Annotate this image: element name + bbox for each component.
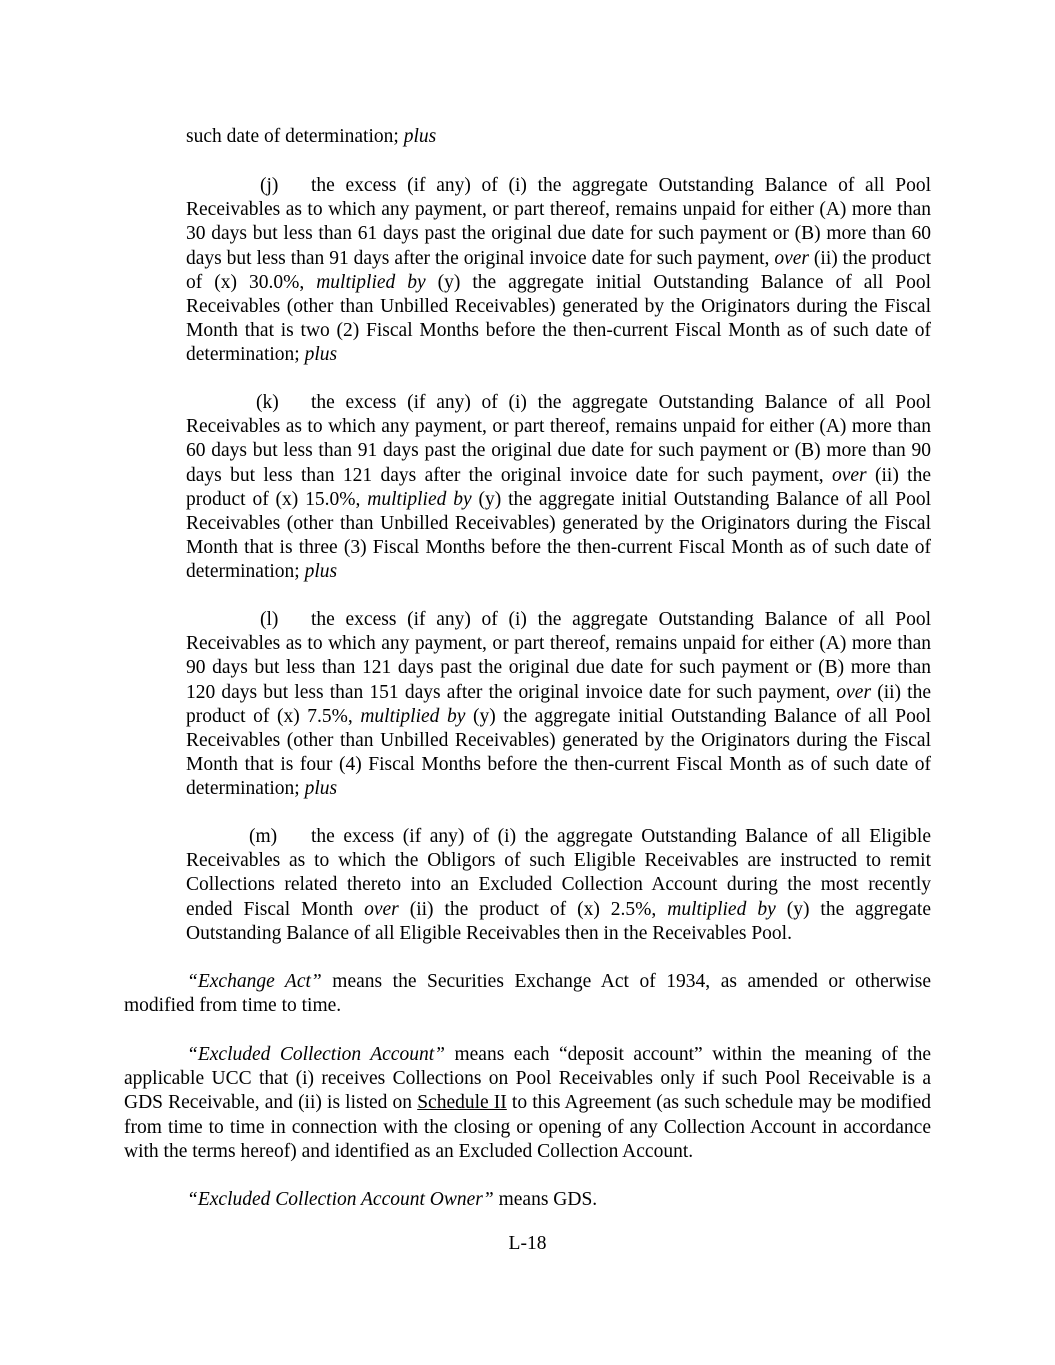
clause-k-text3: (y) the aggregate initial Outstanding Balance of all Pool Receivables (other than Unbilled Receivables) generated by the Originators during the Fiscal Month that is three (3) Fiscal Months before the then-current Fiscal Month as of such date of determination;: [186, 488, 931, 583]
definition-excluded-account-text1: means each “deposit account” within the meaning of the applicable UCC that (i) receives Collections on Pool Receivables only if such Pool Receivable is a GDS Receivable, and (ii) is listed on: [124, 1044, 931, 1114]
clause-k-over: over: [831, 464, 867, 486]
clause-j: [186, 174, 931, 368]
clause-m-text3: (y) the aggregate Outstanding Balance of all Eligible Receivables then in the Receivables Pool.: [186, 898, 932, 944]
clause-l-over: over: [836, 681, 872, 703]
clause-k-plus: plus: [304, 561, 338, 583]
clause-m-label: (m): [249, 826, 278, 847]
clause-j-label: (j): [260, 175, 279, 196]
clause-l-label: (l): [260, 609, 279, 630]
definition-exchange-act-term: “Exchange Act”: [187, 971, 322, 992]
clause-m: [186, 825, 931, 946]
clause-j-text3: (y) the aggregate initial Outstanding Balance of all Pool Receivables (other than Unbilled Receivables) generated by the Originators during the Fiscal Month that is two (2) Fiscal Months before the then-current Fiscal Month as of such date of determination;: [186, 271, 931, 366]
page-number: L-18: [508, 1233, 547, 1254]
clause-l-text3: (y) the aggregate initial Outstanding Balance of all Pool Receivables (other than Unbilled Receivables) generated by the Originators during the Fiscal Month that is four (4) Fiscal Months before the then-current Fiscal Month as of such date of determination;: [186, 705, 931, 800]
definition-excluded-collection-account: [124, 1043, 931, 1164]
clause-l-multiplied: multiplied by: [360, 705, 466, 727]
schedule-ii-reference: Schedule II: [417, 1092, 507, 1114]
definition-excluded-account-text2: to this Agreement (as such schedule may be modified from time to time in connection with the closing or opening of any Collection Account in accordance with the terms hereof) and identified as an Excluded Collection Account.: [124, 1092, 931, 1162]
intro-text: such date of determination;: [186, 126, 404, 147]
clause-k-multiplied: multiplied by: [367, 488, 472, 510]
clause-l: [186, 608, 931, 802]
definition-excluded-account-owner: [124, 1188, 931, 1212]
clause-m-text1: the excess (if any) of (i) the aggregate Outstanding Balance of all Eligible Receivables as to which the Obligors of such Eligible Receivables are instructed to remit Collections related thereto into an Excluded Collection Account during the most recently ended Fiscal Month: [186, 826, 931, 920]
definition-exchange-act-text: means the Securities Exchange Act of 1934, as amended or otherwise modified from time to time.: [124, 971, 931, 1017]
clause-j-plus: plus: [304, 344, 338, 366]
clause-j-multiplied: multiplied by: [316, 271, 426, 293]
definition-excluded-owner-term: “Excluded Collection Account Owner”: [187, 1189, 494, 1210]
clause-j-over: over: [774, 247, 809, 269]
clause-j-text2: (ii) the product of (x) 30.0%,: [186, 247, 931, 293]
definition-excluded-owner-text: means GDS.: [493, 1189, 598, 1210]
clause-l-text1: the excess (if any) of (i) the aggregate Outstanding Balance of all Pool Receivables as to which any payment, or part thereof, remains unpaid for either (A) more than 90 days but less than 121 days past the original due date for such payment or (B) more than 120 days but less than 151 days after the original invoice date for such payment,: [186, 609, 931, 703]
clause-k-text1: the excess (if any) of (i) the aggregate Outstanding Balance of all Pool Receivables as to which any payment, or part thereof, remains unpaid for either (A) more than 60 days but less than 91 days past the original due date for such payment or (B) more than 90 days but less than 121 days after the original invoice date for such payment,: [186, 392, 931, 486]
intro-plus: plus: [403, 126, 437, 147]
clause-l-plus: plus: [304, 778, 338, 800]
clause-m-multiplied: multiplied by: [667, 898, 776, 920]
clause-l-text2: (ii) the product of (x) 7.5%,: [186, 681, 931, 727]
definition-excluded-account-term: “Excluded Collection Account”: [187, 1044, 445, 1065]
clause-k-text2: (ii) the product of (x) 15.0%,: [186, 464, 931, 510]
clause-k: [186, 391, 931, 585]
definition-exchange-act: [124, 970, 931, 1018]
clause-j-text1: the excess (if any) of (i) the aggregate Outstanding Balance of all Pool Receivables as to which any payment, or part thereof, remains unpaid for either (A) more than 30 days but less than 61 days past the original due date for such payment or (B) more than 60 days but less than 91 days after the original invoice date for such payment,: [186, 175, 931, 269]
clause-k-label: (k): [256, 392, 279, 413]
clause-m-over: over: [364, 898, 399, 920]
clause-m-text2: (ii) the product of (x) 2.5%,: [398, 898, 668, 920]
intro-line: [186, 125, 931, 149]
